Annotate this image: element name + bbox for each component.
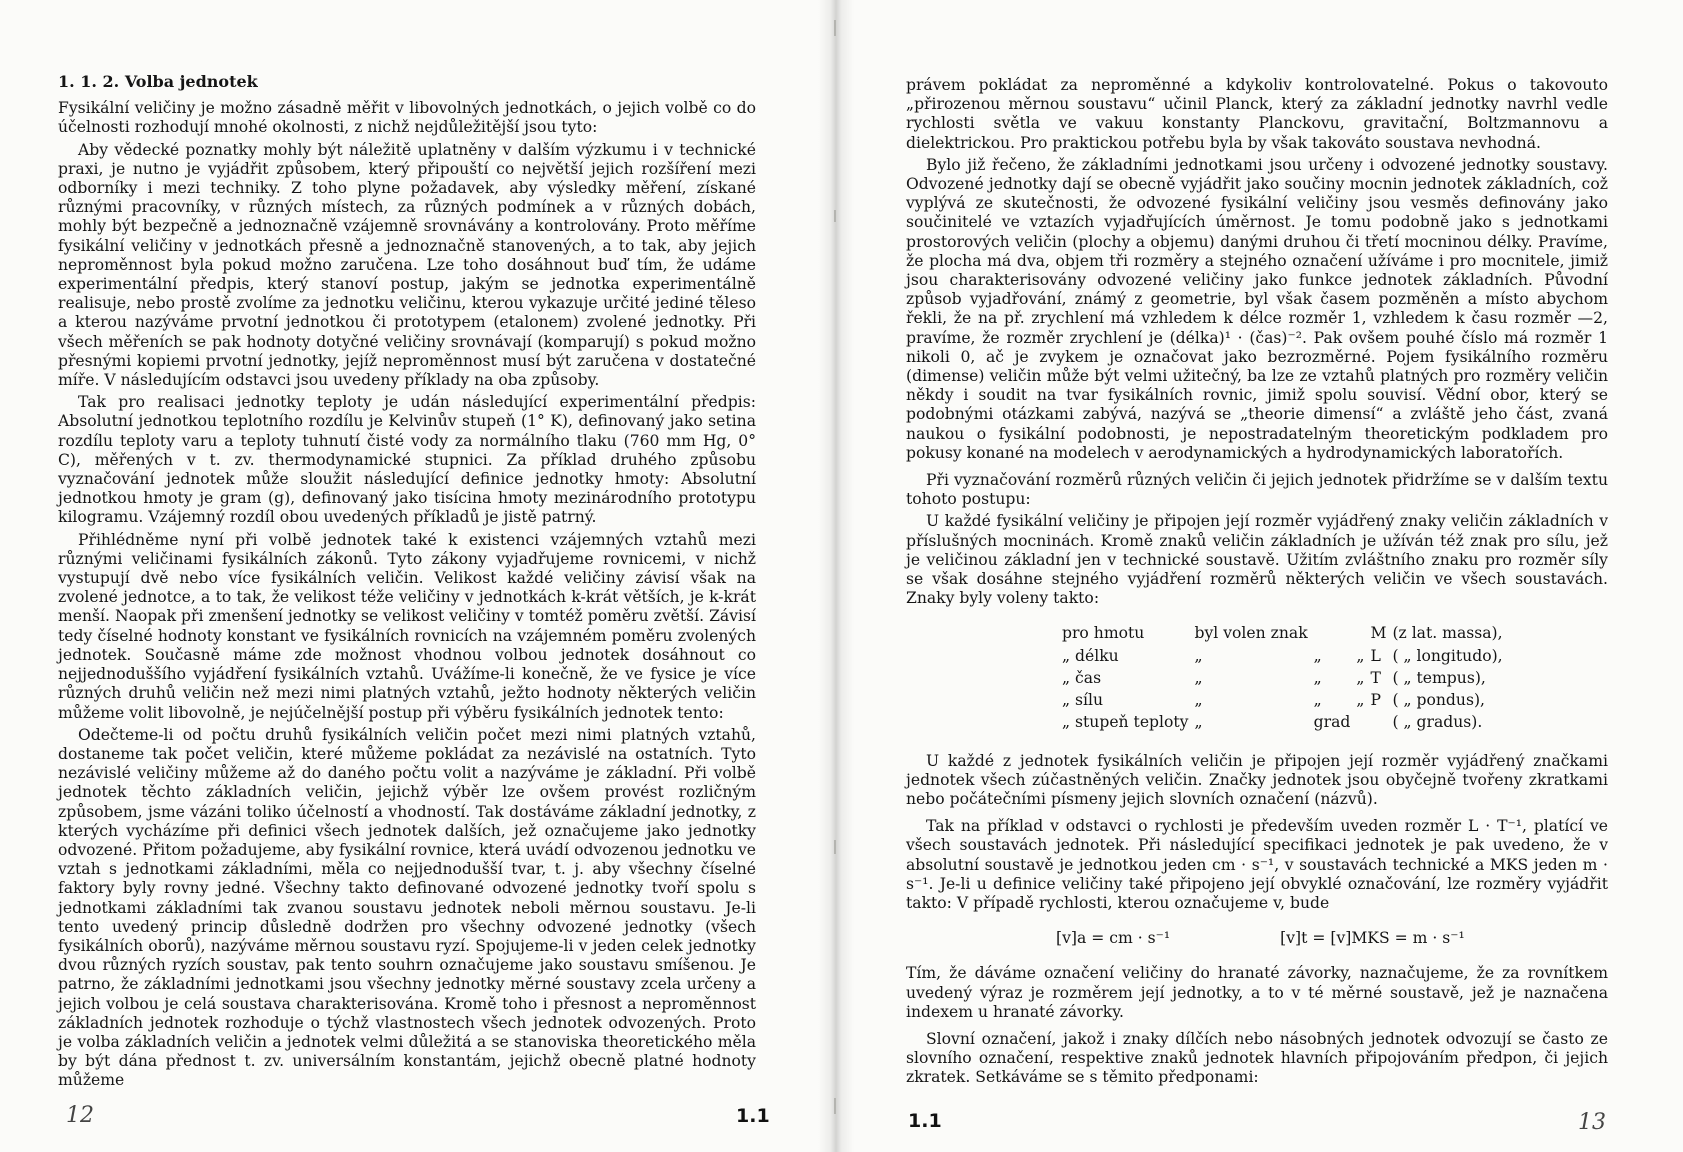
table-cell: ( „ pondus),: [1392, 691, 1485, 710]
paragraph: Bylo již řečeno, že základními jednotkami jsou určeny i odvozené jednotky soustavy. Odvozené jednotky dají se obecně vyjádřit jako součiny mocnin jednotek základních, což vyplývá ze skutečnosti, že odvozené fysikální veličiny jsou vesměs definovány jako součinitelé ve vztazích vyjadřujících úměrnost. Je tomu podobně jako s jednotkami prostorových veličin (plochy a objemu) danými druhou či třetí mocninou délky. Pravíme, že plocha má dva, objem tři rozměry a stejného označení užíváme i pro mocnitele, jimiž jsou charakterisovány odvozené veličiny jako funkce jednotek základních. Původní způsob vyjadřování, známý z geometrie, byl však časem pozměněn a místo abychom řekli, že na př. zrychlení má vzhledem k délce rozměr 1, vzhledem k času rozměr —2, pravíme, že rozměr zrychlení je (délka)¹ · (čas)⁻². Pak ovšem pouhé číslo má rozměr 1 nikoli 0, ač je zvykem je označovat jako bezrozměrné. Pojem fysikálního rozměru (dimense) veličin může být velmi užitečný, ba lze ze vztahů platných pro rozměry veličin někdy i soudit na tvar fysikálních rovnic, jimiž spolu souvisí. Vědní obor, který se podobnými otázkami zabývá, nazývá se „theorie dimensí“ a zvláště jeho část, zvaná naukou o fysikální podobnosti, je nepostradatelným theoretickým podkladem pro pokusy konané na modelech v aerodynamických a hydrodynamických laboratořích.: [906, 155, 1608, 462]
section-marker-left: 1.1: [736, 1105, 770, 1127]
paragraph: Slovní označení, jakož i znaky dílčích nebo násobných jednotek odvozují se často ze slovního označení, respektive znaků jednotek hlavních připojováním předpon, či jejich zkratek. Setkáváme se s těmito předponami:: [906, 1029, 1608, 1087]
binding-mark: [834, 1098, 836, 1114]
left-page: [0, 0, 834, 1152]
table-cell: „: [1194, 713, 1203, 732]
paragraph: Tím, že dáváme označení veličiny do hranaté závorky, naznačujeme, že za rovnítkem uvedený výraz je rozměrem její jednotky, a to v té měrné soustavě, jež je naznačena indexem u hranaté závorky.: [906, 964, 1608, 1021]
paragraph: Fysikální veličiny je možno zásadně měřit v libovolných jednotkách, o jejich volbě co do účelnosti rozhodují mnohé okolnosti, z nichž nejdůležitější jsou tyto:: [58, 99, 756, 137]
table-cell: „: [1194, 646, 1203, 665]
page-number-right: 13: [1578, 1110, 1606, 1135]
table-cell: [1356, 713, 1370, 735]
table-cell: [1370, 713, 1392, 735]
formula-technical-mks: [v]t = [v]MKS = m · s⁻¹: [1280, 929, 1465, 948]
table-cell: „: [1356, 646, 1365, 665]
paragraph: U každé z jednotek fysikálních veličin je připojen její rozměr vyjádřený značkami jednotek všech zúčastněných veličin. Značky jednotek jsou obyčejně tvořeny zkratkami nebo počátečními písmeny jejich slovních označení (názvů).: [906, 751, 1608, 808]
paragraph: právem pokládat za neproměnné a kdykoliv kontrolovatelné. Pokus o takovouto „přirozenou měrnou soustavu“ učinil Planck, který za základní jednotky navrhl vedle rychlosti světla ve vakuu konstanty Planckovu, gravitační, Boltzmannovu a dielektrickou. Pro praktickou potřebu byla by však takováto soustava nevhodná.: [906, 76, 1608, 152]
table-cell: „: [1194, 691, 1203, 710]
table-cell: M: [1370, 624, 1387, 643]
table-row: [1062, 691, 1509, 713]
table-cell: byl volen znak: [1194, 624, 1308, 643]
paragraph: Tak pro realisaci jednotky teploty je udán následující experimentální předpis: Absolutní jednotkou teplotního rozdílu je Kelvinův stupeň (1° K), definovaný jako setina rozdílu teploty varu a teploty tuhnutí čisté vody za normálního tlaku (760 mm Hg, 0° C), měřených v t. zv. thermodynamické stupnici. Za příklad druhého způsobu vyznačování jednotek může sloužit následující definice jednotky hmoty: Absolutní jednotkou hmoty je gram (g), definovaný jako tisícina hmoty mezinárodního prototypu kilogramu. Vzájemný rozdíl obou uvedených příkladů je jistě patrný.: [58, 393, 756, 527]
table-cell: P: [1370, 691, 1381, 710]
table-cell: L: [1370, 646, 1381, 665]
table-row: [1062, 624, 1509, 646]
table-cell: ( „ longitudo),: [1392, 646, 1503, 665]
table-cell: [1356, 624, 1370, 646]
table-row: [1062, 713, 1509, 735]
paragraph: Přihlédněme nyní při volbě jednotek také k existenci vzájemných vztahů mezi různými veličinami fysikálních zákonů. Tyto zákony vyjadřujeme rovnicemi, v nichž vystupují dvě nebo více fysikálních veličin. Velikost každé veličiny závisí však na zvolené jednotce, a to tak, že velikost téže veličiny v jednotkách k-krát větších, je k-krát menší. Naopak při zmenšení jednotky se velikost veličiny v tomtéž poměru zvětší. Závisí tedy číselné hodnoty konstant ve fysikálních rovnicích na vzájemném poměru zvolených jednotek. Současně máme zde možnost vhodnou volbou jednotek dosáhnout co nejjednoduššího vyjádření fysikálních vztahů. Uvážíme-li konečně, že ve fysice je více různých druhů veličin než mezi nimi platných vztahů, ježto hodnoty některých veličin můžeme volit libovolně, je nejúčelnější postup při výběru fysikálních jednotek tento:: [58, 530, 756, 722]
section-marker-right: 1.1: [908, 1110, 942, 1132]
binding-mark: [834, 20, 836, 36]
table-cell: „: [1313, 646, 1322, 665]
table-cell: ( „ gradus).: [1392, 713, 1483, 732]
table-cell: (z lat. massa),: [1392, 624, 1503, 643]
table-cell: „: [1313, 691, 1322, 710]
section-heading: 1. 1. 2. Volba jednotek: [58, 72, 258, 91]
right-page-text: [906, 76, 1608, 1091]
table-cell: grad: [1313, 713, 1351, 732]
table-cell: „: [1356, 668, 1365, 687]
formula-absolute: [v]a = cm · s⁻¹: [1056, 929, 1171, 948]
paragraph: Při vyznačování rozměrů různých veličin či jejich jednotek přidržíme se v dalším textu tohoto postupu:: [906, 471, 1608, 509]
table-cell: [1314, 624, 1357, 646]
table-cell: „: [1313, 668, 1322, 687]
table-cell: „: [1356, 691, 1365, 710]
paragraph: Odečteme-li od počtu druhů fysikálních veličin počet mezi nimi platných vztahů, dostaneme tak počet veličin, které můžeme pokládat za nezávislé na ostatních. Tyto nezávislé veličiny můžeme až do daného počtu volit a nazýváme je základní. Při volbě jednotek těchto základních veličin, jejichž výběr lze ovšem provést rozličným způsobem, jsme vázáni toliko účelností a vhodností. Tak dostáváme základní jednotky, z kterých vycházíme při definici všech jednotek dalších, jež označujeme jako jednotky odvozené. Přitom požadujeme, aby fysikální rovnice, která uvádí odvozenou jednotku ve vztah s jednotkami základními, měla co nejjednodušší tvar, t. j. aby všechny číselné faktory byly rovny jedné. Všechny takto definované odvozené jednotky tvoří spolu s jednotkami základními tak zvanou soustavu jednotek neboli měrnou soustavu. Je-li tento uvedený princip důsledně dodržen pro všechny odvozené jednotky (všech fysikálních oborů), nazýváme měrnou soustavu ryzí. Spojujeme-li v jeden celek jednotky dvou různých ryzích soustav, pak tento souhrn označujeme jako soustavu smíšenou. Je patrno, že základními jednotkami jsou všechny jednotky měrné soustavy zcela určeny a jejich volbou je celá soustava charakterisována. Kromě toho i přesnost a neproměnnost základních jednotek rozhoduje o týchž vlastnostech všech jednotek odvozených. Proto je volba základních veličin a jednotek velmi důležitá a se stanoviska theoretického měla by být dána přednost t. zv. universálním konstantám, jejichž obecně platné hodnoty můžeme: [58, 725, 756, 1090]
table-cell: „ délku: [1062, 646, 1119, 665]
table-cell: „: [1194, 668, 1203, 687]
paragraph: Tak na příklad v odstavci o rychlosti je především uveden rozměr L · T⁻¹, platící ve všech soustavách jednotek. Při následující specifikaci jednotek je pak uvedeno, že v absolutní soustavě je jednotkou jeden cm · s⁻¹, v soustavách technické a MKS jeden m · s⁻¹. Je-li u definice veličiny také připojeno její obvyklé označování, lze rozměry vyjádřit takto: V případě rychlosti, kterou označujeme v, bude: [906, 817, 1608, 912]
paragraph: U každé fysikální veličiny je připojen její rozměr vyjádřený znaky veličin základních v příslušných mocninách. Kromě znaků veličin základních je užíván též znak pro sílu, jež je veličinou základní jen v technické soustavě. Užitím zvláštního znaku pro rozměr síly se však dosáhne stejného vyjádření rozměrů některých veličin ve všech soustavách. Znaky byly voleny takto:: [906, 512, 1608, 608]
table-row: [1062, 647, 1509, 669]
table-cell: „ čas: [1062, 668, 1102, 687]
binding-mark: [834, 210, 836, 222]
right-page: [834, 0, 1683, 1152]
paragraph: Aby vědecké poznatky mohly být náležitě uplatněny v dalším výzkumu i v technické praxi, je nutno je vyjádřit způsobem, který připouští co největší jejich rozšíření mezi odborníky i mezi techniky. Z toho plyne požadavek, aby výsledky měření, získané různými pracovníky, v různých místech, za různých podmínek a v různých dobách, mohly být bezpečně a jednoznačně vzájemně srovnávány a kontrolovány. Proto měříme fysikální veličiny v jednotkách přesně a jednoznačně stanovených, a to tak, aby jejich neproměnnost byla pokud možno zaručena. Lze toho dosáhnout buď tím, že udáme experimentální předpis, který stanoví postup, jakým se jednotka experimentálně realisuje, nebo prostě zvolíme za jednotku veličinu, kterou vykazuje určité jediné těleso a kterou nazýváme prvotní jednotkou či prototypem (etalonem) zvolené jednotky. Při všech měřeních se pak hodnoty dotyčné veličiny srovnávají (komparují) s pokud možno přesnými kopiemi prvotní jednotky, jejíž neproměnnost musí být zaručena v dostatečné míře. V následujícím odstavci jsou uvedeny příklady na oba způsoby.: [58, 140, 756, 390]
dimension-formula: [1056, 929, 1608, 948]
left-page-text: [58, 72, 756, 1094]
table-cell: T: [1370, 668, 1381, 687]
table-cell: pro hmotu: [1062, 624, 1145, 643]
table-cell: „ sílu: [1062, 691, 1104, 710]
table-cell: ( „ tempus),: [1392, 668, 1486, 687]
binding-mark: [834, 840, 836, 854]
table-cell: „ stupeň teploty: [1062, 713, 1189, 732]
page-number-left: 12: [66, 1103, 94, 1128]
unit-symbols-table: [1062, 624, 1509, 735]
table-row: [1062, 669, 1509, 691]
